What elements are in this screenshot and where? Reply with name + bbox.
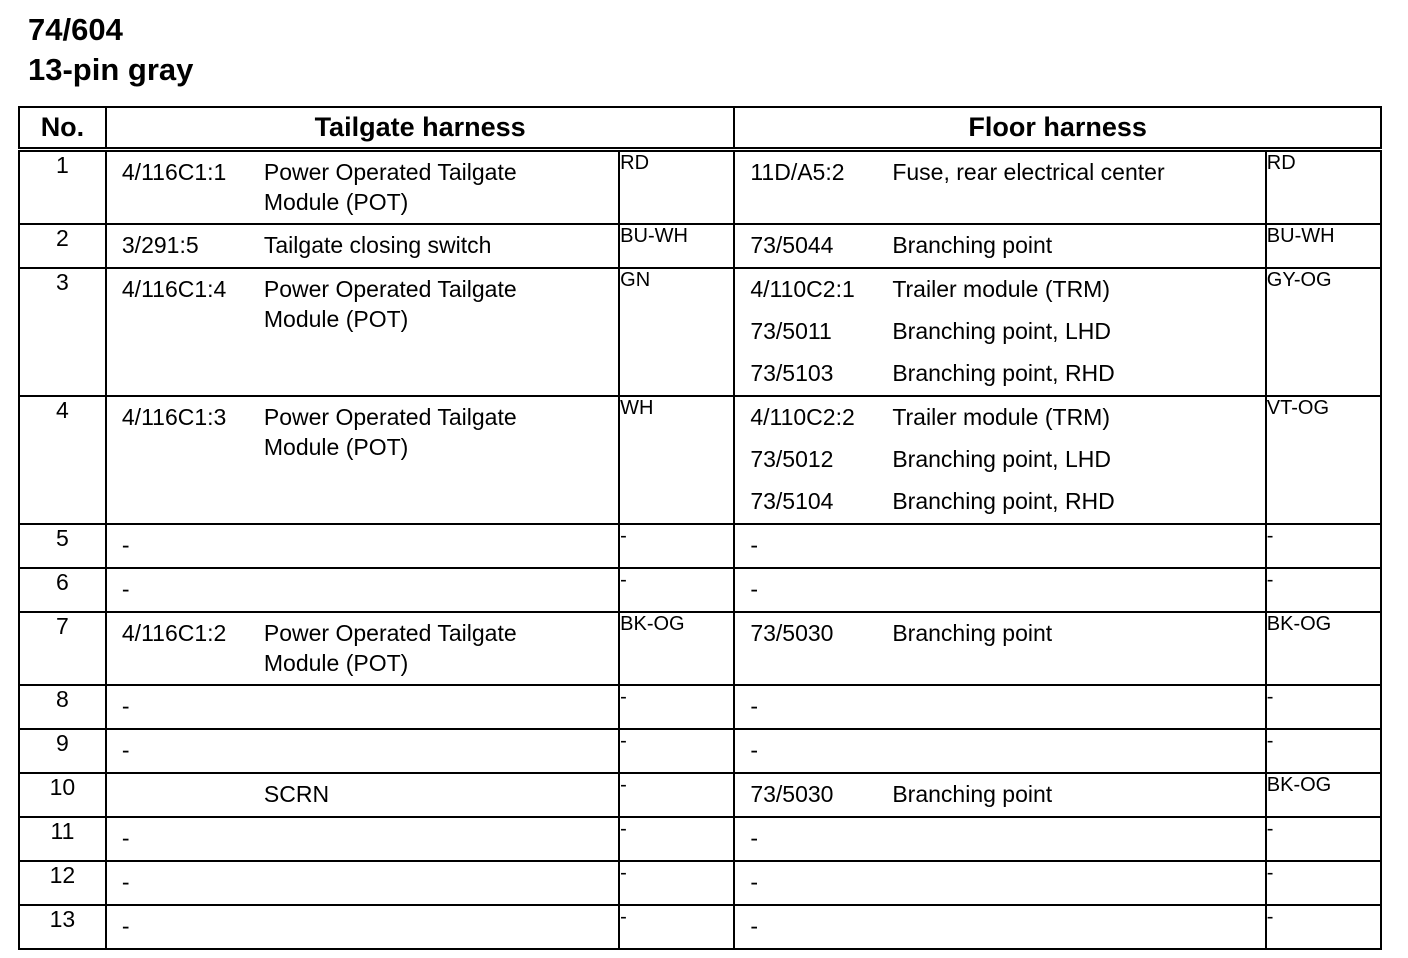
pin-number: 6 xyxy=(19,568,106,612)
tailgate-wire-color: - xyxy=(619,817,734,861)
floor-entry xyxy=(735,911,1264,941)
tailgate-entry xyxy=(107,274,618,334)
floor-component-description xyxy=(892,691,1264,721)
tailgate-harness-cell xyxy=(106,568,619,612)
floor-entry xyxy=(735,779,1264,809)
floor-entry xyxy=(735,316,1264,346)
tailgate-component-description xyxy=(264,735,618,765)
tailgate-terminal-code: 4/116C1:3 xyxy=(121,404,227,430)
floor-entry xyxy=(735,618,1264,648)
tailgate-harness-cell xyxy=(106,905,619,949)
floor-entries xyxy=(735,225,1264,266)
tailgate-harness-cell xyxy=(106,773,619,817)
tailgate-harness-cell xyxy=(106,729,619,773)
pin-number: 2 xyxy=(19,224,106,268)
floor-entry xyxy=(735,274,1264,304)
tailgate-harness-cell xyxy=(106,396,619,524)
floor-entry xyxy=(735,358,1264,388)
floor-component-description: Trailer module (TRM) xyxy=(892,276,1110,302)
floor-component-description: Branching point, RHD xyxy=(892,488,1115,514)
tailgate-harness-cell xyxy=(106,268,619,396)
floor-entry xyxy=(735,574,1264,604)
tailgate-entries xyxy=(107,730,618,771)
floor-component-description: Branching point, RHD xyxy=(892,360,1115,386)
tailgate-wire-color: - xyxy=(619,905,734,949)
floor-entry xyxy=(735,402,1264,432)
floor-terminal-code: - xyxy=(750,869,758,895)
floor-component-description: Trailer module (TRM) xyxy=(892,404,1110,430)
floor-wire-color: - xyxy=(1266,524,1381,568)
floor-harness-cell xyxy=(734,773,1265,817)
tailgate-wire-color: - xyxy=(619,568,734,612)
floor-component-description xyxy=(892,530,1264,560)
floor-entry xyxy=(735,735,1264,765)
floor-entries xyxy=(735,569,1264,610)
floor-terminal-code: - xyxy=(750,532,758,558)
floor-terminal-code: - xyxy=(750,913,758,939)
table-row xyxy=(19,612,1381,685)
table-body xyxy=(19,150,1381,950)
tailgate-harness-cell xyxy=(106,150,619,225)
pinout-table xyxy=(18,106,1382,950)
floor-wire-color: GY-OG xyxy=(1266,268,1381,396)
tailgate-component-description: SCRN xyxy=(263,781,330,807)
tailgate-terminal-code: - xyxy=(121,825,130,851)
tailgate-entry xyxy=(107,823,618,853)
tailgate-terminal-code: 4/116C1:4 xyxy=(121,276,227,302)
tailgate-terminal-code: - xyxy=(121,869,130,895)
floor-wire-color: - xyxy=(1266,568,1381,612)
pin-number: 11 xyxy=(19,817,106,861)
pin-number: 12 xyxy=(19,861,106,905)
tailgate-entry xyxy=(107,867,618,897)
floor-component-description xyxy=(892,574,1264,604)
table-row xyxy=(19,773,1381,817)
floor-component-description: Branching point xyxy=(892,232,1053,258)
floor-component-description xyxy=(892,823,1264,853)
floor-wire-color: RD xyxy=(1266,150,1381,225)
floor-entry xyxy=(735,444,1264,474)
floor-wire-color: - xyxy=(1266,861,1381,905)
floor-wire-color: - xyxy=(1266,729,1381,773)
table-row xyxy=(19,268,1381,396)
floor-wire-color: BK-OG xyxy=(1266,612,1381,685)
floor-harness-cell xyxy=(734,568,1265,612)
floor-component-description xyxy=(892,911,1264,941)
floor-wire-color: VT-OG xyxy=(1266,396,1381,524)
tailgate-harness-cell xyxy=(106,524,619,568)
header-tailgate-harness: Tailgate harness xyxy=(106,107,734,150)
floor-entry xyxy=(735,867,1264,897)
tailgate-terminal-code: 3/291:5 xyxy=(121,232,199,258)
tailgate-entries xyxy=(107,397,618,468)
title-block xyxy=(28,10,193,90)
floor-harness-cell xyxy=(734,612,1265,685)
tailgate-terminal-code: - xyxy=(121,913,130,939)
tailgate-component-description xyxy=(264,574,618,604)
floor-terminal-code: - xyxy=(750,693,758,719)
floor-harness-cell xyxy=(734,685,1265,729)
floor-entries xyxy=(735,818,1264,859)
floor-terminal-code: 11D/A5:2 xyxy=(750,159,845,185)
table-row xyxy=(19,396,1381,524)
table-row xyxy=(19,524,1381,568)
tailgate-terminal-code: - xyxy=(121,693,130,719)
floor-terminal-code: 73/5030 xyxy=(750,620,834,646)
floor-entries xyxy=(735,730,1264,771)
tailgate-terminal-code: 4/116C1:1 xyxy=(121,159,227,185)
connector-description: 13-pin gray xyxy=(28,52,194,87)
floor-component-description: Branching point xyxy=(892,620,1053,646)
floor-terminal-code: 4/110C2:2 xyxy=(750,404,855,430)
tailgate-terminal-code: 4/116C1:2 xyxy=(121,620,227,646)
floor-entries xyxy=(735,906,1264,947)
floor-terminal-code: 73/5012 xyxy=(750,446,834,472)
tailgate-wire-color: - xyxy=(619,685,734,729)
floor-entry xyxy=(735,823,1264,853)
floor-terminal-code: - xyxy=(750,737,758,763)
tailgate-entries xyxy=(107,525,618,566)
tailgate-component-description: Power Operated Tailgate Module (POT) xyxy=(263,404,517,460)
connector-id: 74/604 xyxy=(28,12,123,47)
floor-harness-cell xyxy=(734,150,1265,225)
floor-wire-color: - xyxy=(1266,905,1381,949)
floor-entries xyxy=(735,269,1264,394)
tailgate-wire-color: - xyxy=(619,861,734,905)
tailgate-terminal-code: - xyxy=(121,532,130,558)
floor-component-description xyxy=(892,867,1264,897)
tailgate-component-description: Tailgate closing switch xyxy=(263,232,492,258)
header-floor-harness: Floor harness xyxy=(734,107,1381,150)
tailgate-entries xyxy=(107,569,618,610)
table-row xyxy=(19,861,1381,905)
tailgate-entry xyxy=(107,911,618,941)
floor-terminal-code: 73/5011 xyxy=(750,318,832,344)
floor-entries xyxy=(735,613,1264,654)
tailgate-entry xyxy=(107,574,618,604)
floor-entries xyxy=(735,774,1264,815)
table-row xyxy=(19,685,1381,729)
tailgate-entry xyxy=(107,618,618,678)
floor-component-description: Fuse, rear electrical center xyxy=(892,159,1165,185)
pin-number: 1 xyxy=(19,150,106,225)
floor-entry xyxy=(735,530,1264,560)
tailgate-terminal-code xyxy=(107,779,264,809)
tailgate-harness-cell xyxy=(106,861,619,905)
tailgate-entry xyxy=(107,157,618,217)
floor-entries xyxy=(735,862,1264,903)
table-row xyxy=(19,568,1381,612)
tailgate-entry xyxy=(107,230,618,260)
floor-terminal-code: - xyxy=(750,576,758,602)
floor-wire-color: - xyxy=(1266,817,1381,861)
tailgate-entries xyxy=(107,686,618,727)
table-row xyxy=(19,729,1381,773)
floor-entries xyxy=(735,686,1264,727)
floor-entry xyxy=(735,230,1264,260)
table-row xyxy=(19,817,1381,861)
table-row xyxy=(19,905,1381,949)
pin-number: 5 xyxy=(19,524,106,568)
floor-harness-cell xyxy=(734,396,1265,524)
tailgate-wire-color: - xyxy=(619,729,734,773)
tailgate-harness-cell xyxy=(106,224,619,268)
tailgate-component-description: Power Operated Tailgate Module (POT) xyxy=(263,159,517,215)
tailgate-component-description xyxy=(264,911,618,941)
tailgate-wire-color: - xyxy=(619,773,734,817)
tailgate-entries xyxy=(107,862,618,903)
pin-number: 13 xyxy=(19,905,106,949)
tailgate-entries xyxy=(107,774,618,815)
tailgate-wire-color: RD xyxy=(619,150,734,225)
tailgate-wire-color: GN xyxy=(619,268,734,396)
pin-number: 8 xyxy=(19,685,106,729)
tailgate-component-description xyxy=(264,823,618,853)
floor-harness-cell xyxy=(734,524,1265,568)
tailgate-harness-cell xyxy=(106,612,619,685)
tailgate-entry xyxy=(107,402,618,462)
tailgate-entries xyxy=(107,906,618,947)
tailgate-wire-color: - xyxy=(619,524,734,568)
floor-entry xyxy=(735,157,1264,187)
table-row xyxy=(19,150,1381,225)
tailgate-terminal-code: - xyxy=(121,737,130,763)
tailgate-entry xyxy=(107,530,618,560)
tailgate-harness-cell xyxy=(106,685,619,729)
floor-component-description xyxy=(892,735,1264,765)
tailgate-terminal-code: - xyxy=(121,576,130,602)
tailgate-entries xyxy=(107,152,618,223)
floor-entry xyxy=(735,691,1264,721)
tailgate-component-description xyxy=(264,691,618,721)
floor-terminal-code: 73/5104 xyxy=(750,488,834,514)
floor-wire-color: BK-OG xyxy=(1266,773,1381,817)
floor-harness-cell xyxy=(734,861,1265,905)
table-header-row xyxy=(19,107,1381,150)
tailgate-harness-cell xyxy=(106,817,619,861)
tailgate-entries xyxy=(107,613,618,684)
tailgate-entries xyxy=(107,269,618,340)
floor-entries xyxy=(735,525,1264,566)
tailgate-wire-color: WH xyxy=(619,396,734,524)
pin-number: 10 xyxy=(19,773,106,817)
tailgate-component-description xyxy=(264,530,618,560)
floor-harness-cell xyxy=(734,224,1265,268)
tailgate-entries xyxy=(107,818,618,859)
tailgate-entry xyxy=(107,691,618,721)
floor-component-description: Branching point xyxy=(892,781,1053,807)
floor-entry xyxy=(735,486,1264,516)
tailgate-wire-color: BK-OG xyxy=(619,612,734,685)
tailgate-component-description xyxy=(264,867,618,897)
pin-number: 4 xyxy=(19,396,106,524)
floor-entries xyxy=(735,152,1264,193)
floor-harness-cell xyxy=(734,905,1265,949)
floor-entries xyxy=(735,397,1264,522)
floor-component-description: Branching point, LHD xyxy=(892,318,1111,344)
tailgate-entry xyxy=(107,735,618,765)
floor-wire-color: - xyxy=(1266,685,1381,729)
floor-terminal-code: - xyxy=(750,825,758,851)
floor-terminal-code: 73/5103 xyxy=(750,360,834,386)
floor-harness-cell xyxy=(734,817,1265,861)
floor-harness-cell xyxy=(734,729,1265,773)
header-no: No. xyxy=(19,107,106,150)
tailgate-wire-color: BU-WH xyxy=(619,224,734,268)
table-row xyxy=(19,224,1381,268)
floor-component-description: Branching point, LHD xyxy=(892,446,1111,472)
floor-terminal-code: 73/5044 xyxy=(750,232,834,258)
tailgate-component-description: Power Operated Tailgate Module (POT) xyxy=(263,620,517,676)
tailgate-entry xyxy=(107,779,618,809)
tailgate-component-description: Power Operated Tailgate Module (POT) xyxy=(263,276,517,332)
pin-number: 9 xyxy=(19,729,106,773)
floor-wire-color: BU-WH xyxy=(1266,224,1381,268)
floor-terminal-code: 73/5030 xyxy=(750,781,834,807)
floor-harness-cell xyxy=(734,268,1265,396)
pin-number: 7 xyxy=(19,612,106,685)
tailgate-entries xyxy=(107,225,618,266)
pin-number: 3 xyxy=(19,268,106,396)
floor-terminal-code: 4/110C2:1 xyxy=(750,276,855,302)
